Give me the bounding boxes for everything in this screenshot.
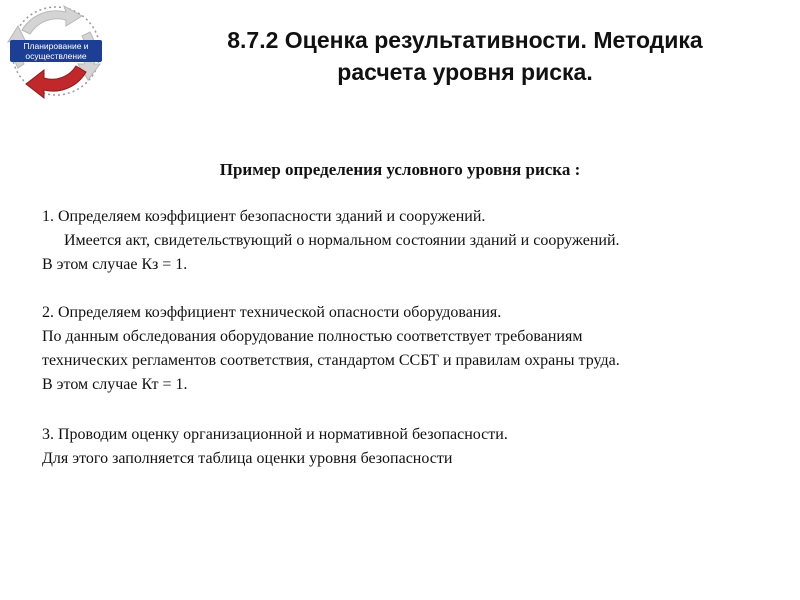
step-1-heading: 1. Определяем коэффициент безопасности зданий и сооружений. [42, 208, 486, 225]
title-line-1: 8.7.2 Оценка результативности. Методика [227, 27, 703, 53]
step-3-text: Для этого заполняется таблица оценки уровня безопасности [42, 450, 453, 467]
step-2-heading: 2. Определяем коэффициент технической опасности оборудования. [42, 304, 502, 321]
step-2-text-line-1: По данным обследования оборудование полностью соответствует требованиям [42, 328, 583, 345]
slide-title [150, 24, 780, 88]
example-heading: Пример определения условного уровня риска : [219, 160, 581, 179]
step-1-text: Имеется акт, свидетельствующий о нормальном состоянии зданий и сооружений. [64, 232, 620, 249]
step-3-heading: 3. Проводим оценку организационной и нормативной безопасности. [42, 426, 508, 443]
logo-label: Планирование и осуществление [23, 41, 89, 61]
step-2-text-line-2: технических регламентов соответствия, стандартом ССБТ и правилам охраны труда. [42, 352, 620, 369]
pdca-logo [4, 2, 108, 100]
step-1-result: В этом случае Кз = 1. [42, 256, 188, 273]
title-line-2: расчета уровня риска. [337, 59, 593, 85]
step-2-result: В этом случае Кт = 1. [42, 376, 188, 393]
